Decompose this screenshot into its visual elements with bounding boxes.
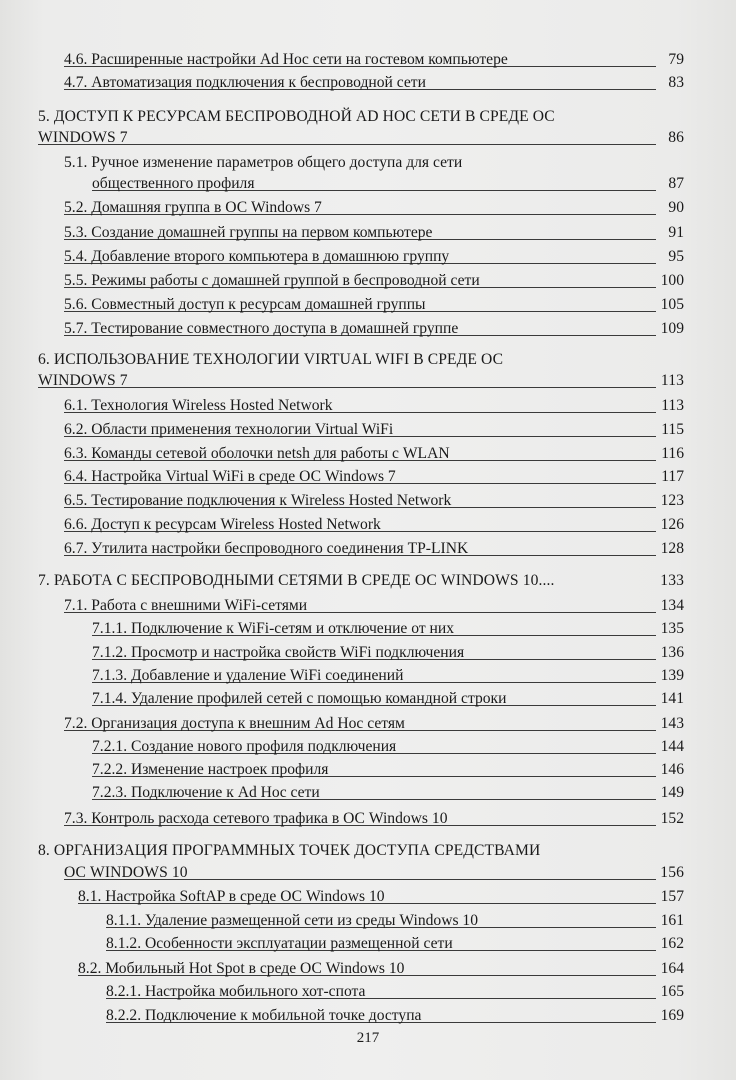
toc-entry-page: 90 — [668, 199, 684, 216]
toc-entry-page: 146 — [660, 761, 684, 778]
leader-dots — [38, 387, 656, 388]
toc-entry[interactable] — [106, 1005, 684, 1027]
toc-entry[interactable] — [92, 642, 684, 664]
toc-entry-page: 133 — [660, 572, 684, 589]
toc-entry-title: 5.2. Домашняя группа в ОС Windows 7 — [64, 199, 322, 216]
toc-entry-page: 143 — [660, 715, 684, 732]
toc-entry-title: 7.1. Работа с внешними WiFi-сетями — [64, 597, 308, 614]
toc-entry-title: 8.2.1. Настройка мобильного хот-спота — [106, 983, 366, 1000]
toc-entry-title: 7.2.3. Подключение к Ad Hoc сети — [92, 784, 320, 801]
toc-entry[interactable] — [92, 665, 684, 687]
toc-entry[interactable] — [92, 736, 684, 758]
toc-entry[interactable] — [106, 981, 684, 1003]
toc-entry-page: 139 — [660, 667, 684, 684]
toc-entry-title: 6.5. Тестирование подключения к Wireless Hosted Network — [64, 492, 452, 509]
toc-entry[interactable] — [64, 270, 684, 292]
toc-entry-page: 141 — [660, 690, 684, 707]
toc-entry[interactable] — [92, 688, 684, 710]
toc-entry-page: 123 — [660, 492, 684, 509]
toc-entry-title: 7.2.1. Создание нового профиля подключения — [92, 738, 397, 755]
toc-entry[interactable] — [64, 72, 684, 94]
toc-entry-page: 152 — [660, 810, 684, 827]
toc-entry-title: 8.1.2. Особенности эксплуатации размещенной сети — [106, 935, 453, 952]
toc-entry-page: 164 — [660, 960, 684, 977]
toc-entry-page: 86 — [668, 129, 684, 146]
toc-entry-title: 7.1.2. Просмотр и настройка свойств WiFi подключения — [92, 644, 465, 661]
toc-chapter[interactable] — [38, 127, 684, 149]
toc-entry[interactable] — [92, 782, 684, 804]
toc-entry-title: 7.2.2. Изменение настроек профиля — [92, 761, 329, 778]
toc-entry-title: 6.6. Доступ к ресурсам Wireless Hosted Network — [64, 516, 381, 533]
toc-entry[interactable] — [64, 443, 684, 465]
toc-entry-page: 83 — [668, 74, 684, 91]
toc-entry-title: 7.3. Контроль расхода сетевого трафика в ОС Windows 10 — [64, 810, 448, 827]
toc-chapter-title: ОС WINDOWS 10 — [64, 864, 188, 881]
toc-entry[interactable] — [78, 958, 684, 980]
toc-entry-title: общественного профиля — [92, 175, 255, 192]
toc-entry[interactable] — [64, 514, 684, 536]
toc-entry[interactable] — [64, 595, 684, 617]
toc-entry[interactable] — [64, 152, 684, 174]
toc-entry-page: 136 — [660, 644, 684, 661]
toc-entry-page: 113 — [661, 397, 684, 414]
toc-entry-page: 156 — [660, 864, 684, 881]
toc-entry-title: 8.1.1. Удаление размещенной сети из среды Windows 10 — [106, 912, 479, 929]
toc-entry-title: 6.2. Области применения технологии Virtual WiFi — [64, 421, 394, 438]
toc-entry-page: 95 — [668, 248, 684, 265]
toc-entry-page: 149 — [660, 784, 684, 801]
toc-entry-title: 7.1.3. Добавление и удаление WiFi соединений — [92, 667, 404, 684]
toc-entry-page: 115 — [661, 421, 684, 438]
toc-entry-title: 7.1.1. Подключение к WiFi-сетям и отключение от них — [92, 620, 455, 637]
toc-entry-page: 91 — [668, 224, 684, 241]
toc-entry[interactable] — [92, 618, 684, 640]
toc-entry-title: 5.5. Режимы работы с домашней группой в беспроводной сети — [64, 272, 480, 289]
toc-entry-title: 5.6. Совместный доступ к ресурсам домашней группы — [64, 296, 426, 313]
toc-entry-title: 5.1. Ручное изменение параметров общего доступа для сети — [64, 154, 463, 171]
toc-entry-title: 6.3. Команды сетевой оболочки netsh для работы с WLAN — [64, 445, 450, 462]
toc-entry[interactable] — [64, 808, 684, 830]
toc-entry[interactable] — [64, 294, 684, 316]
toc-entry[interactable] — [64, 490, 684, 512]
toc-entry[interactable] — [64, 318, 684, 340]
toc-entry-title: 4.6. Расширенные настройки Ad Hoc сети на гостевом компьютере — [64, 51, 508, 68]
toc-entry-page: 79 — [668, 51, 684, 68]
toc-entry-page: 113 — [660, 372, 684, 389]
toc-entry-page: 117 — [661, 468, 684, 485]
toc-entry-page: 105 — [660, 296, 684, 313]
toc-entry-page: 100 — [660, 272, 684, 289]
toc-entry[interactable] — [106, 933, 684, 955]
toc-entry-page: 157 — [660, 888, 684, 905]
toc-entry-title: 5.4. Добавление второго компьютера в домашнюю группу — [64, 248, 450, 265]
toc-entry-page: 116 — [661, 445, 684, 462]
toc-entry[interactable] — [92, 759, 684, 781]
toc-entry-title: 5.3. Создание домашней группы на первом компьютере — [64, 224, 433, 241]
toc-entry-title: 6.4. Настройка Virtual WiFi в среде ОС Windows 7 — [64, 468, 396, 485]
toc-entry-title: 4.7. Автоматизация подключения к беспроводной сети — [64, 74, 426, 91]
toc-entry[interactable] — [78, 886, 684, 908]
toc-chapter[interactable] — [38, 840, 684, 862]
toc-entry[interactable] — [64, 466, 684, 488]
toc-entry-page: 144 — [660, 738, 684, 755]
toc-chapter[interactable] — [64, 862, 684, 884]
toc-chapter[interactable] — [38, 349, 684, 371]
toc-entry-title: 7.1.4. Удаление профилей сетей с помощью командной строки — [92, 690, 507, 707]
toc-entry-page: 126 — [660, 516, 684, 533]
toc-entry-title: 6.1. Технология Wireless Hosted Network — [64, 397, 333, 414]
toc-chapter[interactable] — [38, 570, 684, 592]
toc-entry-title: 5.7. Тестирование совместного доступа в домашней группе — [64, 320, 459, 337]
toc-entry-title: 7.2. Организация доступа к внешним Ad Hoc сетям — [64, 715, 405, 732]
toc-entry[interactable] — [64, 395, 684, 417]
toc-entry-title: 8.2. Мобильный Hot Spot в среде ОС Windows 10 — [78, 960, 405, 977]
toc-entry-title: 8.1. Настройка SoftAP в среде ОС Windows 10 — [78, 888, 385, 905]
toc-chapter-title: 6. ИСПОЛЬЗОВАНИЕ ТЕХНОЛОГИИ VIRTUAL WIFI В СРЕДЕ ОС — [38, 351, 504, 368]
toc-entry[interactable] — [64, 538, 684, 560]
toc-entry-title: 8.2.2. Подключение к мобильной точке доступа — [106, 1007, 422, 1024]
toc-chapter[interactable] — [38, 106, 684, 128]
toc-entry[interactable] — [64, 197, 684, 219]
toc-entry[interactable] — [92, 173, 684, 195]
toc-entry-page: 128 — [660, 540, 684, 557]
toc-chapter-title: 8. ОРГАНИЗАЦИЯ ПРОГРАММНЫХ ТОЧЕК ДОСТУПА СРЕДСТВАМИ — [38, 842, 541, 859]
toc-chapter-title: WINDOWS 7 — [38, 372, 128, 389]
toc-entry-page: 165 — [660, 983, 684, 1000]
page-number: 217 — [356, 1030, 380, 1046]
toc-chapter-title: 5. ДОСТУП К РЕСУРСАМ БЕСПРОВОДНОЙ AD HOC СЕТИ В СРЕДЕ ОС — [38, 108, 555, 125]
toc-entry-title: 6.7. Утилита настройки беспроводного соединения TP-LINK — [64, 540, 469, 557]
leader-dots — [38, 144, 656, 145]
toc-chapter-title: WINDOWS 7 — [38, 129, 128, 146]
toc-entry[interactable] — [64, 222, 684, 244]
toc-entry[interactable] — [64, 49, 684, 71]
toc-entry-page: 161 — [660, 912, 684, 929]
toc-entry[interactable] — [64, 419, 684, 441]
toc-entry-page: 162 — [660, 935, 684, 952]
toc-entry-page: 169 — [660, 1007, 684, 1024]
toc-entry[interactable] — [64, 246, 684, 268]
toc-entry-page: 135 — [660, 620, 684, 637]
toc-entry[interactable] — [106, 910, 684, 932]
toc-entry[interactable] — [64, 713, 684, 735]
toc-entry-page: 109 — [660, 320, 684, 337]
toc-chapter[interactable] — [38, 370, 684, 392]
toc-chapter-title: 7. РАБОТА С БЕСПРОВОДНЫМИ СЕТЯМИ В СРЕДЕ ОС WINDOWS 10.... — [38, 572, 555, 589]
toc-entry-page: 134 — [660, 597, 684, 614]
toc-entry-page: 87 — [668, 175, 684, 192]
